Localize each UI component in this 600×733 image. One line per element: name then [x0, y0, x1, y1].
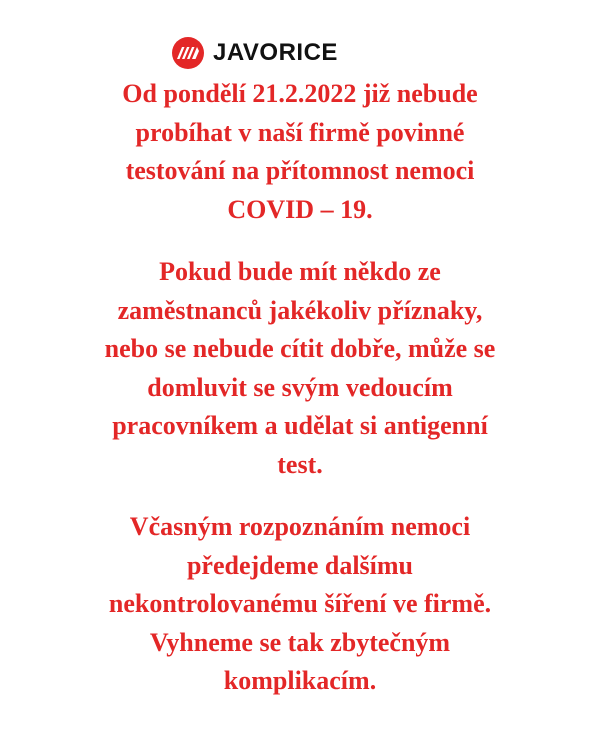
text-line: Vyhneme se tak zbytečným [149, 627, 451, 657]
text-line: test. [277, 449, 323, 479]
paragraph-symptoms [0, 253, 600, 484]
brand-name: JAVORICE [213, 39, 338, 66]
text-line: testování na přítomnost nemoci [125, 156, 475, 185]
text-line: domluvit se svým vedoucím [147, 372, 453, 402]
text-line: nekontrolovanému šíření ve firmě. [108, 589, 492, 618]
paragraph-prevention [0, 508, 600, 701]
paragraph-testing-end [0, 75, 600, 229]
javorice-logo-icon [172, 37, 204, 69]
text-line: nebo se nebude cítit dobře, může se [104, 334, 496, 363]
text-line: Včasným rozpoznáním nemoci [129, 512, 471, 541]
text-line: probíhat v naší firmě povinné [135, 117, 465, 147]
text-line: zaměstnanců jakékoliv příznaky, [117, 295, 483, 325]
brand-logo [172, 37, 338, 69]
text-line: COVID – 19. [227, 194, 373, 224]
text-line: předejdeme dalšímu [186, 550, 414, 580]
announcement-body [0, 75, 600, 701]
text-line: Pokud bude mít někdo ze [159, 257, 441, 286]
text-line: komplikacím. [223, 666, 377, 695]
text-line: Od pondělí 21.2.2022 již nebude [122, 79, 478, 108]
text-line: pracovníkem a udělat si antigenní [112, 411, 488, 440]
